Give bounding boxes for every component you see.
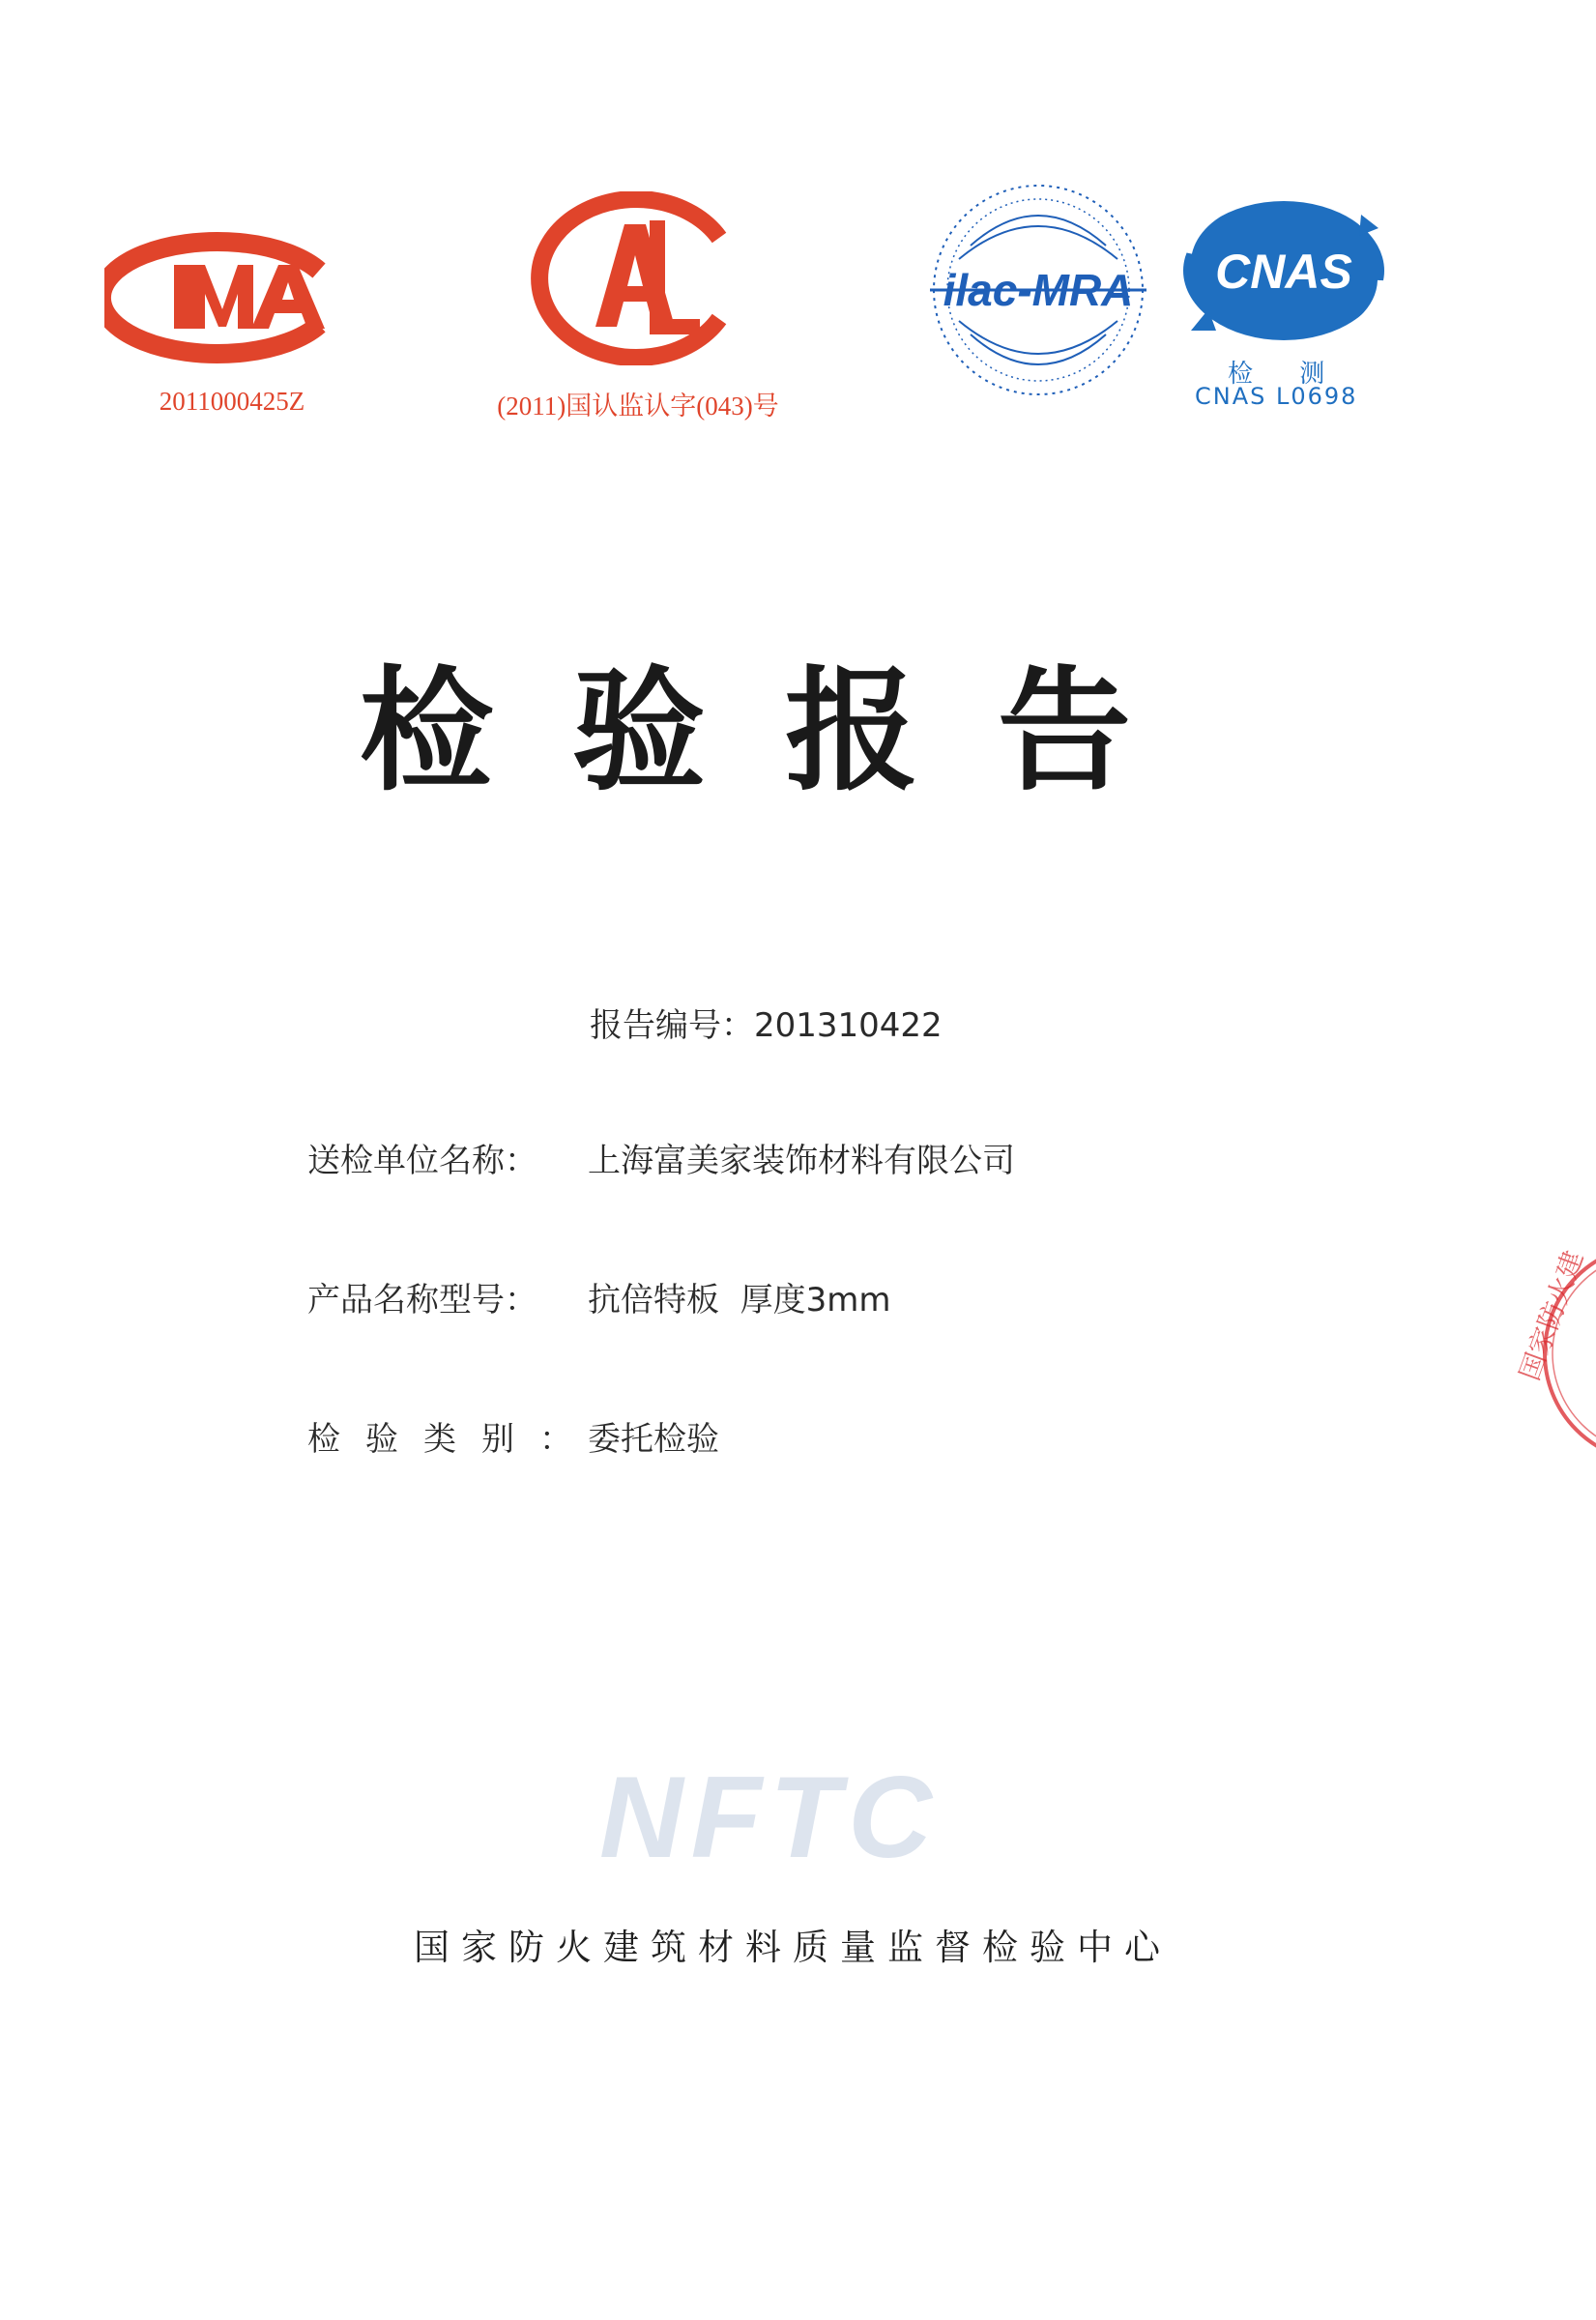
issuing-organization: 国家防火建筑材料质量监督检验中心	[414, 1927, 1172, 1968]
cal-code: (2011)国认监认字(043)号	[497, 392, 779, 420]
ilac-mra-wordmark: ilac-MRA	[943, 265, 1134, 315]
report-number	[590, 1006, 943, 1045]
field-value: 抗倍特板 厚度3mm	[588, 1281, 891, 1320]
field-product-model	[307, 1281, 891, 1320]
document-title: 检验报告	[360, 653, 1211, 809]
seal-icon	[1508, 1237, 1596, 1469]
cnas-logo	[1170, 186, 1402, 350]
svg-text:国家防火建: 国家防火建	[1513, 1246, 1590, 1385]
cnas-wordmark: CNAS	[1215, 245, 1352, 299]
field-label: 产品名称型号：	[307, 1281, 537, 1320]
official-seal-partial	[1508, 1237, 1596, 1469]
cnas-caption: 检 测	[1228, 360, 1345, 389]
report-number-value: 201310422	[754, 1006, 943, 1045]
field-inspection-type	[307, 1420, 719, 1459]
cnas-code: CNAS L0698	[1195, 383, 1358, 410]
cal-mark-graphic	[530, 191, 747, 365]
ilac-mra-logo	[920, 174, 1157, 406]
cma-logo	[104, 230, 358, 365]
cma-code: 2011000425Z	[159, 387, 305, 416]
ilac-mra-globe-icon	[920, 174, 1157, 406]
field-label: 送检单位名称：	[307, 1142, 537, 1180]
field-value: 上海富美家装饰材料有限公司	[588, 1142, 1015, 1180]
field-value: 委托检验	[588, 1420, 719, 1459]
cal-logo	[530, 191, 747, 365]
cma-mark-graphic	[104, 230, 358, 365]
report-number-label: 报告编号：	[590, 1006, 754, 1045]
field-submitting-unit	[307, 1142, 1015, 1180]
field-label: 检验类别：	[307, 1420, 597, 1459]
cnas-mark-graphic	[1170, 186, 1402, 350]
nftc-watermark: NFTC	[599, 1753, 940, 1882]
